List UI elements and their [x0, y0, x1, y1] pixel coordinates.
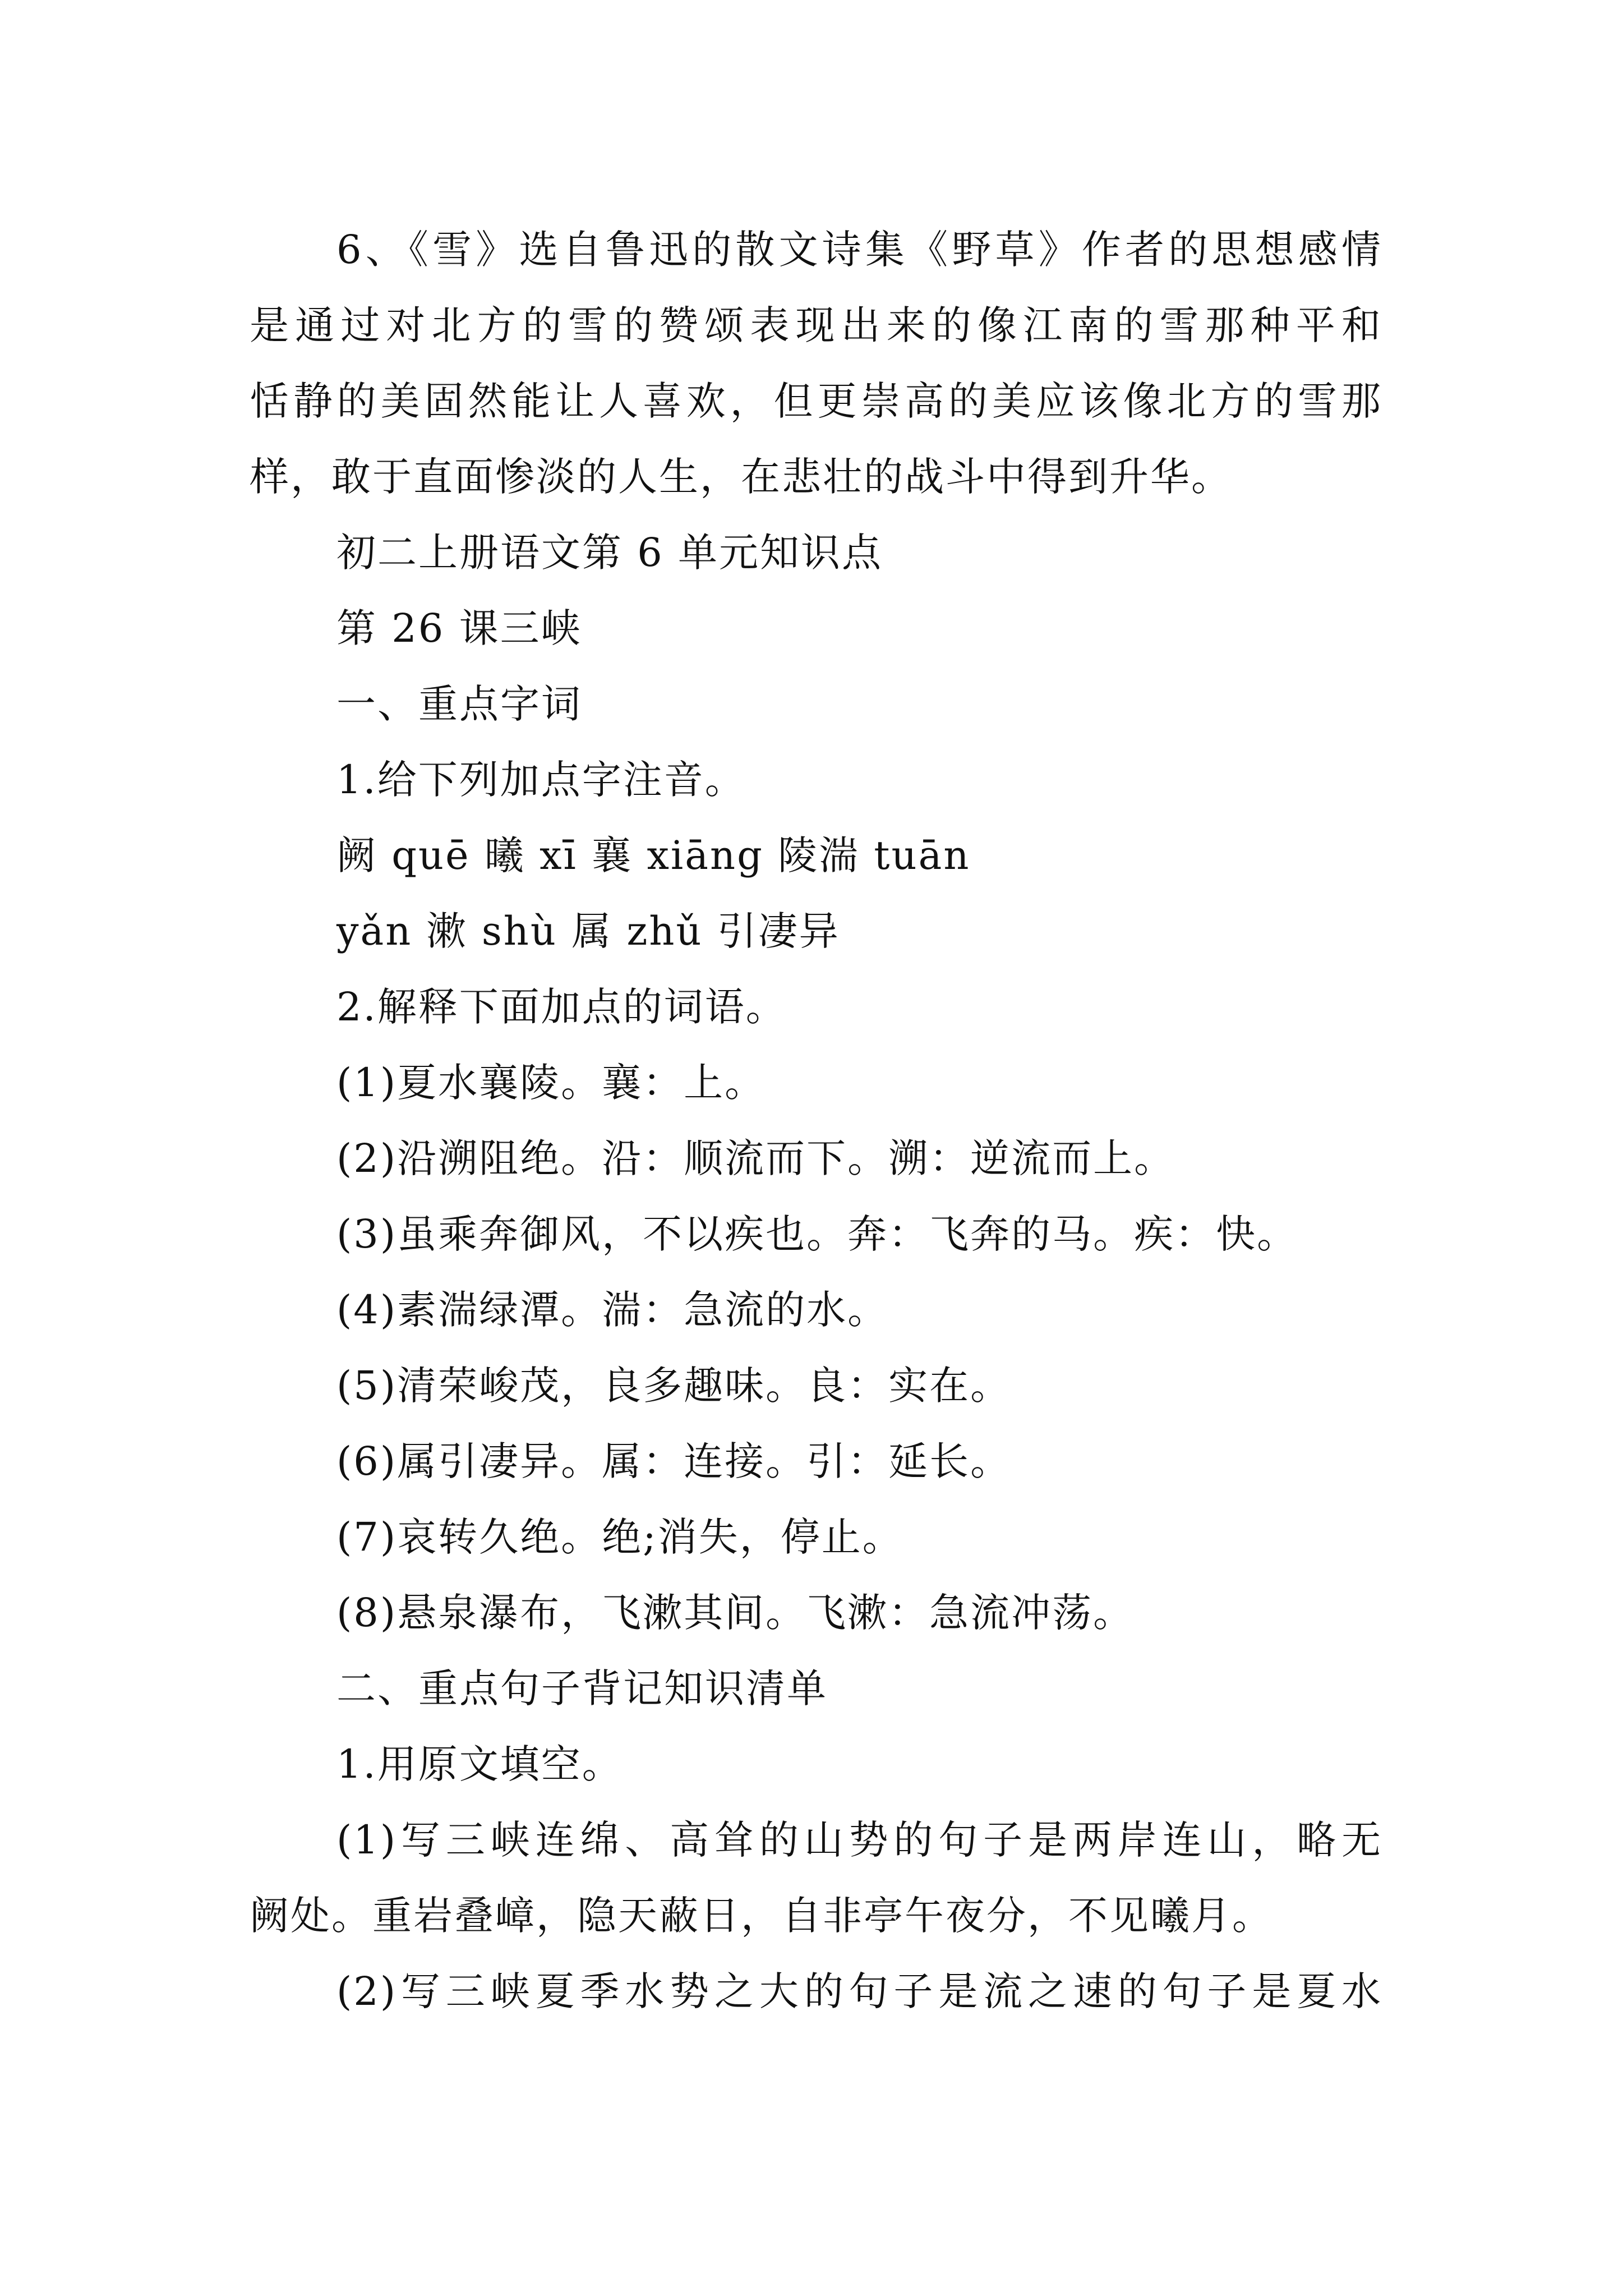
list-item-continuation: 阙处。重岩叠嶂，隐天蔽日，自非亭午夜分，不见曦月。 — [250, 1893, 1273, 1939]
paragraph-line: 恬静的美固然能让人喜欢，但更崇高的美应该像北方的雪那 — [250, 378, 1382, 424]
paragraph-line: 6、《雪》选自鲁迅的散文诗集《野草》作者的思想感情 — [336, 227, 1382, 273]
list-item: (2)沿溯阻绝。沿：顺流而下。溯：逆流而上。 — [336, 1135, 1175, 1181]
list-item: (8)悬泉瀑布，飞漱其间。飞漱：急流冲荡。 — [336, 1590, 1135, 1636]
list-item: (1)写三峡连绵、高耸的山势的句子是两岸连山，略无 — [336, 1817, 1382, 1863]
paragraph-line: 是通过对北方的雪的赞颂表现出来的像江南的雪那种平和 — [250, 302, 1382, 348]
question-line: 2.解释下面加点的词语。 — [336, 984, 787, 1030]
list-item: (5)清荣峻茂，良多趣味。良：实在。 — [336, 1363, 1012, 1409]
list-item: (4)素湍绿潭。湍：急流的水。 — [336, 1287, 889, 1333]
list-item: (3)虽乘奔御风，不以疾也。奔：飞奔的马。疾：快。 — [336, 1211, 1298, 1257]
question-line: 1.用原文填空。 — [336, 1741, 623, 1787]
pinyin-line: yǎn 漱 shù 属 zhǔ 引凄异 — [336, 908, 840, 954]
paragraph-line: 样，敢于直面惨淡的人生，在悲壮的战斗中得到升华。 — [250, 454, 1232, 500]
subsection-heading: 二、重点句子背记知识清单 — [336, 1665, 828, 1711]
question-line: 1.给下列加点字注音。 — [336, 757, 746, 803]
list-item: (2)写三峡夏季水势之大的句子是流之速的句子是夏水 — [336, 1968, 1382, 2014]
subsection-heading: 一、重点字词 — [336, 681, 582, 727]
lesson-title: 第 26 课三峡 — [336, 605, 582, 651]
list-item: (1)夏水襄陵。襄：上。 — [336, 1060, 766, 1106]
list-item: (6)属引凄异。属：连接。引：延长。 — [336, 1438, 1012, 1484]
pinyin-line: 阙 quē 曦 xī 襄 xiāng 陵湍 tuān — [336, 832, 971, 878]
list-item: (7)哀转久绝。绝;消失，停止。 — [336, 1514, 903, 1560]
section-heading: 初二上册语文第 6 单元知识点 — [336, 530, 883, 576]
